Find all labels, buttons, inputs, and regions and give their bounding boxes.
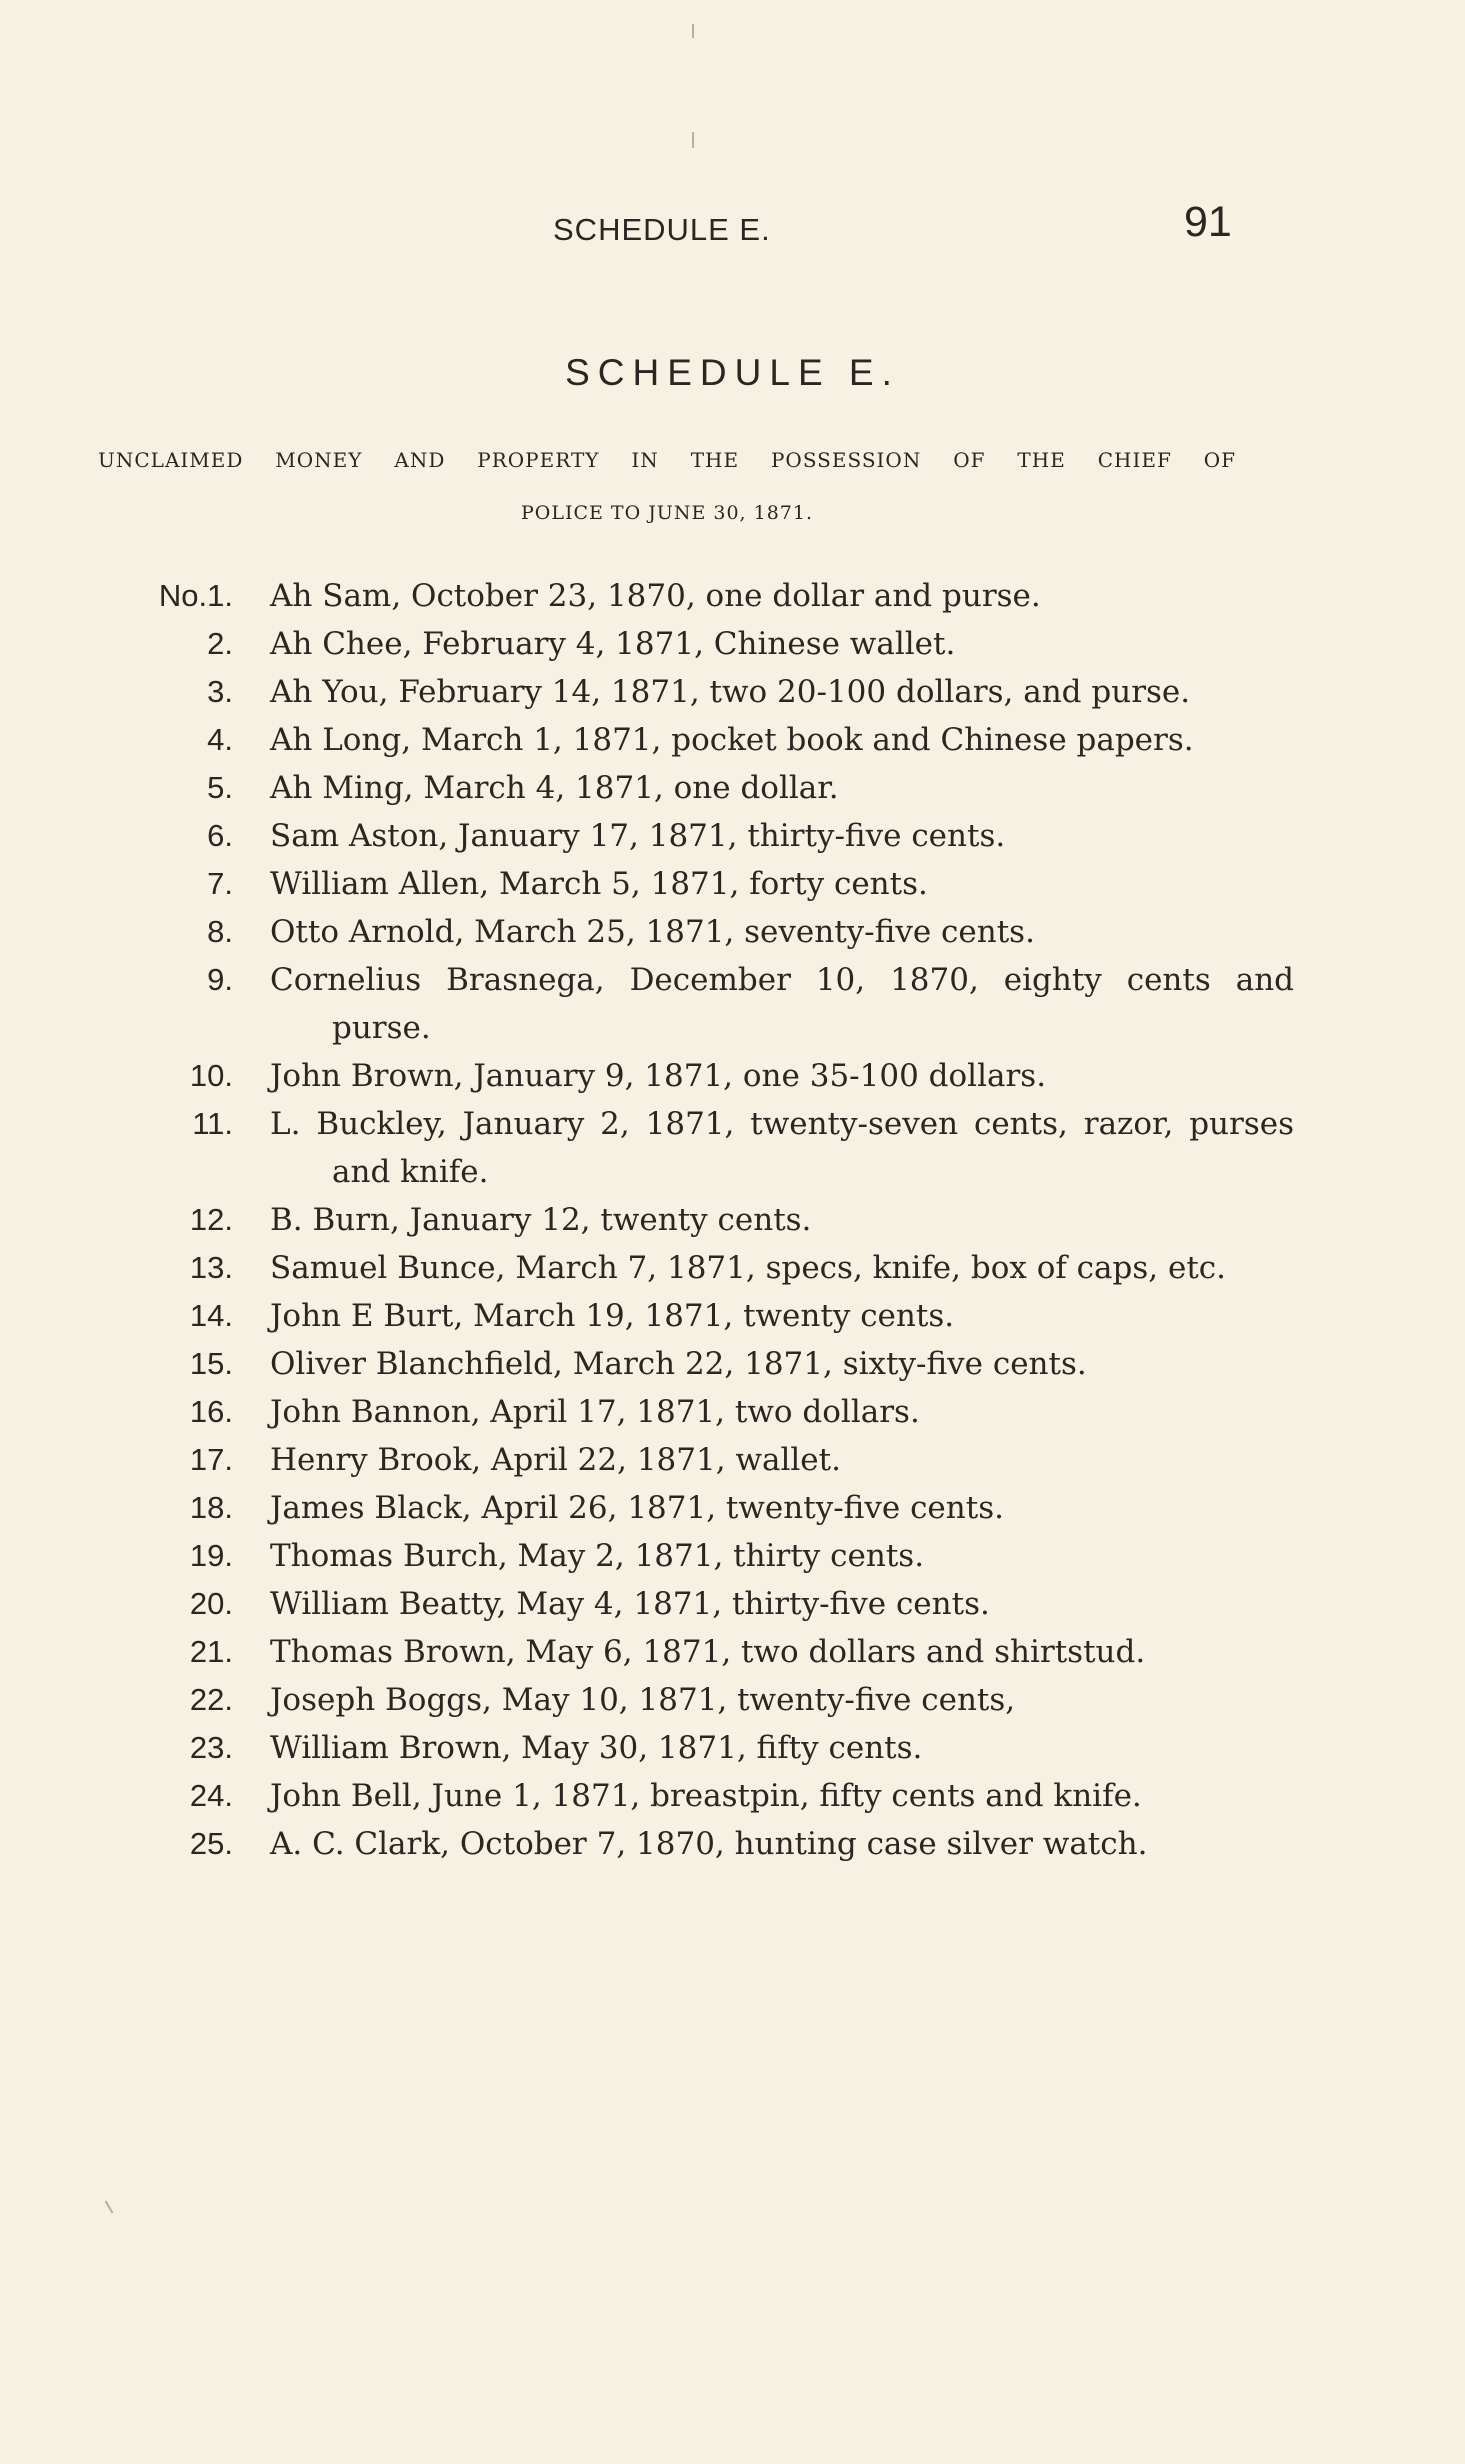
- entry-number: 21.: [189, 1634, 233, 1669]
- list-item: [0, 1724, 1465, 1772]
- list-item: [0, 956, 1465, 1052]
- entry-number: 24.: [189, 1778, 233, 1813]
- scan-mark-lower: [105, 2200, 114, 2213]
- list-item: [0, 1484, 1465, 1532]
- entry-text: Oliver Blanchfield, March 22, 1871, sixty-five cents.: [270, 1346, 1087, 1382]
- entry-text: L. Buckley, January 2, 1871, twenty-seven cents, razor, purses and knife.: [270, 1106, 1294, 1190]
- entry-text: John E Burt, March 19, 1871, twenty cents.: [270, 1298, 955, 1334]
- list-item: [0, 1340, 1465, 1388]
- entry-number: 13.: [189, 1250, 233, 1285]
- entry-text: Joseph Boggs, May 10, 1871, twenty-five cents,: [270, 1682, 1016, 1718]
- subtitle-line-2: POLICE TO JUNE 30, 1871.: [520, 502, 814, 524]
- entry-text: William Beatty, May 4, 1871, thirty-five cents.: [270, 1586, 990, 1622]
- entry-text: Thomas Burch, May 2, 1871, thirty cents.: [270, 1538, 925, 1574]
- entry-number: 18.: [189, 1490, 233, 1525]
- entry-text: B. Burn, January 12, twenty cents.: [270, 1202, 812, 1238]
- entry-number: 8.: [207, 914, 233, 949]
- entry-number: 7.: [207, 866, 233, 901]
- entry-number: 10.: [189, 1058, 233, 1093]
- list-item: [0, 1388, 1465, 1436]
- entry-number: 4.: [207, 722, 233, 757]
- entry-text: William Allen, March 5, 1871, forty cents.: [270, 866, 928, 902]
- list-item: [0, 1052, 1465, 1100]
- list-item: [0, 1436, 1465, 1484]
- entry-list: [0, 572, 1465, 1868]
- list-item: [0, 1196, 1465, 1244]
- entry-number: 23.: [189, 1730, 233, 1765]
- list-item: [0, 908, 1465, 956]
- entry-text: Thomas Brown, May 6, 1871, two dollars and shirtstud.: [270, 1634, 1146, 1670]
- entry-number: 15.: [189, 1346, 233, 1381]
- entry-text: Otto Arnold, March 25, 1871, seventy-five cents.: [270, 914, 1035, 950]
- page-number: 91: [1184, 198, 1232, 246]
- entry-number: 19.: [189, 1538, 233, 1573]
- entry-number: 22.: [189, 1682, 233, 1717]
- entry-text: Henry Brook, April 22, 1871, wallet.: [270, 1442, 841, 1478]
- entry-text: A. C. Clark, October 7, 1870, hunting case silver watch.: [270, 1826, 1148, 1862]
- entry-number: 9.: [207, 962, 233, 997]
- entry-text: Ah Ming, March 4, 1871, one dollar.: [270, 770, 839, 806]
- list-item: [0, 668, 1465, 716]
- list-item: [0, 620, 1465, 668]
- list-item: [0, 1676, 1465, 1724]
- entry-number: 20.: [189, 1586, 233, 1621]
- list-item: [0, 1820, 1465, 1868]
- list-item: [0, 1244, 1465, 1292]
- subtitle-line-1: UNCLAIMED MONEY AND PROPERTY IN THE POSSESSION OF THE CHIEF OF: [98, 448, 1236, 472]
- entry-number: 16.: [189, 1394, 233, 1429]
- entry-number: 25.: [189, 1826, 233, 1861]
- list-item: [0, 1292, 1465, 1340]
- scan-mark-upper: [692, 132, 694, 148]
- entry-text: William Brown, May 30, 1871, fifty cents.: [270, 1730, 923, 1766]
- entry-text: John Bannon, April 17, 1871, two dollars.: [270, 1394, 920, 1430]
- entry-number: 2.: [207, 626, 233, 661]
- list-item: [0, 1580, 1465, 1628]
- entry-number: 11.: [192, 1106, 233, 1141]
- entry-text: Cornelius Brasnega, December 10, 1870, eighty cents and purse.: [270, 962, 1294, 1046]
- schedule-title: SCHEDULE E.: [565, 352, 900, 393]
- running-header: [0, 198, 1465, 258]
- list-item: [0, 812, 1465, 860]
- entry-text: John Brown, January 9, 1871, one 35-100 dollars.: [270, 1058, 1047, 1094]
- list-item: [0, 572, 1465, 620]
- entry-text: Ah Sam, October 23, 1870, one dollar and purse.: [270, 578, 1041, 614]
- entry-text: Ah You, February 14, 1871, two 20-100 dollars, and purse.: [270, 674, 1191, 710]
- entry-number: 3.: [207, 674, 233, 709]
- entry-text: Samuel Bunce, March 7, 1871, specs, knife, box of caps, etc.: [270, 1250, 1227, 1286]
- entry-text: James Black, April 26, 1871, twenty-five cents.: [270, 1490, 1004, 1526]
- entry-number: 6.: [207, 818, 233, 853]
- list-item: [0, 764, 1465, 812]
- entry-text: Ah Chee, February 4, 1871, Chinese wallet.: [270, 626, 956, 662]
- entry-text: Ah Long, March 1, 1871, pocket book and Chinese papers.: [270, 722, 1194, 758]
- list-item: [0, 860, 1465, 908]
- entry-number: 5.: [207, 770, 233, 805]
- list-item: [0, 1532, 1465, 1580]
- entry-text: Sam Aston, January 17, 1871, thirty-five cents.: [270, 818, 1006, 854]
- entry-number: 14.: [189, 1298, 233, 1333]
- list-item: [0, 716, 1465, 764]
- entry-number: No.1.: [158, 578, 233, 613]
- entry-number: 12.: [189, 1202, 233, 1237]
- scan-mark-top: [692, 24, 694, 38]
- list-item: [0, 1100, 1465, 1196]
- list-item: [0, 1628, 1465, 1676]
- entry-text: John Bell, June 1, 1871, breastpin, fifty cents and knife.: [270, 1778, 1142, 1814]
- entry-number: 17.: [189, 1442, 233, 1477]
- list-item: [0, 1772, 1465, 1820]
- running-title: SCHEDULE E.: [553, 212, 771, 247]
